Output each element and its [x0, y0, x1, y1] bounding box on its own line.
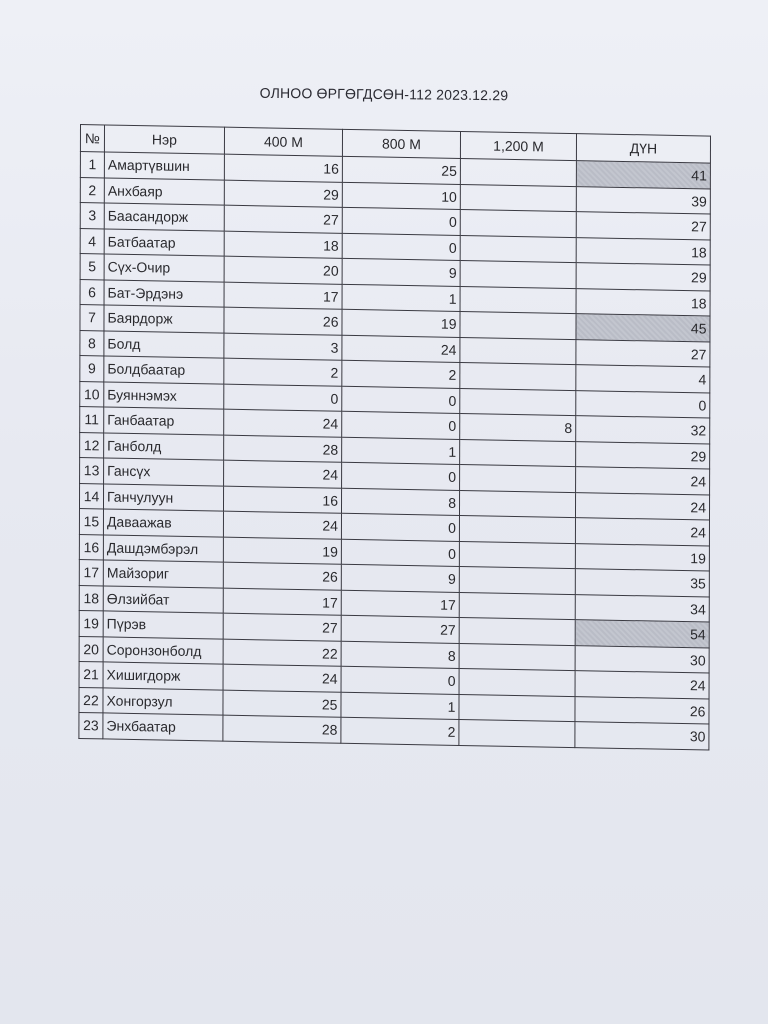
- row-name-cell: Болдбаатар: [104, 356, 224, 384]
- row-1200m-cell: [460, 439, 576, 467]
- row-400m-cell: 19: [223, 537, 341, 565]
- row-1200m-cell: [460, 260, 576, 288]
- results-table-wrapper: [78, 124, 710, 750]
- row-name-cell: Сүх-Очир: [104, 254, 224, 282]
- row-number-cell: 12: [80, 432, 104, 458]
- row-total-cell: 24: [575, 492, 709, 520]
- row-400m-cell: 29: [224, 180, 342, 208]
- row-400m-cell: 25: [223, 690, 341, 718]
- row-name-cell: Батбаатар: [104, 228, 224, 256]
- row-400m-cell: 22: [223, 639, 341, 667]
- row-number-cell: 1: [80, 152, 104, 178]
- table-body: [79, 152, 711, 750]
- row-400m-cell: 17: [223, 588, 341, 616]
- row-800m-cell: 9: [342, 258, 460, 286]
- row-name-cell: Ганболд: [104, 432, 224, 460]
- header-800m: 800 М: [342, 129, 460, 158]
- row-400m-cell: 26: [224, 307, 342, 335]
- row-total-cell: 32: [576, 416, 710, 444]
- row-800m-cell: 19: [342, 309, 460, 337]
- row-number-cell: 14: [79, 483, 103, 509]
- row-400m-cell: 24: [224, 460, 342, 488]
- row-name-cell: Бат-Эрдэнэ: [104, 279, 224, 307]
- row-1200m-cell: [460, 362, 576, 390]
- row-400m-cell: 16: [224, 154, 342, 182]
- header-total: ДҮН: [576, 134, 710, 163]
- row-400m-cell: 3: [224, 333, 342, 361]
- row-number-cell: 21: [79, 661, 103, 687]
- row-400m-cell: 20: [224, 256, 342, 284]
- row-number-cell: 2: [80, 177, 104, 203]
- row-800m-cell: 0: [341, 513, 459, 541]
- results-table: [78, 124, 711, 750]
- document-title: ОЛНОО ӨРГӨГДСӨН-112 2023.12.29: [259, 84, 509, 104]
- row-name-cell: Баярдорж: [104, 305, 224, 333]
- row-number-cell: 8: [80, 330, 104, 356]
- row-total-cell: 54: [575, 620, 709, 648]
- row-1200m-cell: [459, 592, 575, 620]
- row-800m-cell: 8: [341, 641, 459, 669]
- row-400m-cell: 16: [223, 486, 341, 514]
- row-total-cell: 4: [576, 365, 710, 393]
- row-number-cell: 7: [80, 305, 104, 331]
- row-total-cell: 0: [576, 390, 710, 418]
- row-1200m-cell: [459, 566, 575, 594]
- row-number-cell: 13: [80, 457, 104, 483]
- row-400m-cell: 24: [223, 511, 341, 539]
- row-1200m-cell: [460, 286, 576, 314]
- row-800m-cell: 1: [341, 692, 459, 720]
- row-800m-cell: 0: [341, 666, 459, 694]
- row-1200m-cell: [460, 337, 576, 365]
- row-400m-cell: 27: [223, 613, 341, 641]
- row-number-cell: 4: [80, 228, 104, 254]
- row-name-cell: Дашдэмбэрэл: [103, 534, 223, 562]
- row-total-cell: 39: [576, 186, 710, 214]
- row-1200m-cell: [459, 541, 575, 569]
- row-1200m-cell: [459, 643, 575, 671]
- row-number-cell: 9: [80, 355, 104, 381]
- header-number: №: [80, 125, 104, 152]
- row-total-cell: 41: [576, 161, 710, 189]
- row-number-cell: 19: [79, 610, 103, 636]
- row-number-cell: 20: [79, 636, 103, 662]
- row-800m-cell: 17: [341, 590, 459, 618]
- row-total-cell: 27: [576, 339, 710, 367]
- row-400m-cell: 0: [224, 384, 342, 412]
- row-name-cell: Даваажав: [103, 509, 223, 537]
- row-total-cell: 26: [575, 696, 709, 724]
- row-total-cell: 18: [576, 237, 710, 265]
- row-total-cell: 24: [575, 671, 709, 699]
- row-1200m-cell: [459, 694, 575, 722]
- row-800m-cell: 24: [342, 335, 460, 363]
- row-number-cell: 22: [79, 687, 103, 713]
- row-number-cell: 15: [79, 508, 103, 534]
- row-800m-cell: 1: [342, 437, 460, 465]
- row-800m-cell: 1: [342, 284, 460, 312]
- row-800m-cell: 0: [342, 411, 460, 439]
- row-1200m-cell: 8: [460, 413, 576, 441]
- row-800m-cell: 8: [341, 488, 459, 516]
- header-name: Нэр: [104, 125, 224, 154]
- row-name-cell: Ганбаатар: [104, 407, 224, 435]
- row-1200m-cell: [460, 388, 576, 416]
- row-400m-cell: 24: [224, 409, 342, 437]
- row-total-cell: 24: [576, 467, 710, 495]
- row-name-cell: Болд: [104, 330, 224, 358]
- row-total-cell: 35: [575, 569, 709, 597]
- row-number-cell: 11: [80, 406, 104, 432]
- row-800m-cell: 27: [341, 615, 459, 643]
- row-name-cell: Соронзонболд: [103, 636, 223, 664]
- row-total-cell: 18: [576, 288, 710, 316]
- row-400m-cell: 27: [224, 205, 342, 233]
- row-800m-cell: 9: [341, 564, 459, 592]
- row-1200m-cell: [459, 719, 575, 747]
- row-number-cell: 6: [80, 279, 104, 305]
- row-name-cell: Майзориг: [103, 560, 223, 588]
- row-number-cell: 17: [79, 559, 103, 585]
- row-400m-cell: 28: [224, 435, 342, 463]
- row-800m-cell: 0: [342, 386, 460, 414]
- row-name-cell: Гансүх: [104, 458, 224, 486]
- row-1200m-cell: [460, 209, 576, 237]
- row-total-cell: 29: [576, 441, 710, 469]
- row-800m-cell: 0: [342, 462, 460, 490]
- row-name-cell: Хонгорзул: [103, 687, 223, 715]
- row-number-cell: 23: [79, 712, 103, 738]
- row-800m-cell: 0: [341, 539, 459, 567]
- row-name-cell: Энхбаатар: [103, 713, 223, 741]
- row-400m-cell: 24: [223, 664, 341, 692]
- row-total-cell: 30: [575, 722, 709, 750]
- row-1200m-cell: [460, 158, 576, 186]
- header-1200m: 1,200 М: [460, 131, 576, 160]
- row-1200m-cell: [460, 464, 576, 492]
- row-total-cell: 19: [575, 543, 709, 571]
- row-number-cell: 10: [80, 381, 104, 407]
- row-name-cell: Ганчулуун: [103, 483, 223, 511]
- row-800m-cell: 2: [341, 717, 459, 745]
- row-1200m-cell: [459, 617, 575, 645]
- row-400m-cell: 18: [224, 231, 342, 259]
- row-name-cell: Пүрэв: [103, 611, 223, 639]
- row-total-cell: 29: [576, 263, 710, 291]
- row-number-cell: 18: [79, 585, 103, 611]
- row-800m-cell: 0: [342, 207, 460, 235]
- row-400m-cell: 26: [223, 562, 341, 590]
- row-total-cell: 27: [576, 212, 710, 240]
- row-1200m-cell: [459, 668, 575, 696]
- row-800m-cell: 25: [342, 156, 460, 184]
- row-400m-cell: 17: [224, 282, 342, 310]
- row-name-cell: Анхбаяр: [104, 177, 224, 205]
- row-total-cell: 24: [575, 518, 709, 546]
- row-name-cell: Өлзийбат: [103, 585, 223, 613]
- row-number-cell: 3: [80, 203, 104, 229]
- row-800m-cell: 0: [342, 233, 460, 261]
- row-800m-cell: 2: [342, 360, 460, 388]
- row-name-cell: Хишигдорж: [103, 662, 223, 690]
- row-1200m-cell: [459, 515, 575, 543]
- row-total-cell: 45: [576, 314, 710, 342]
- row-name-cell: Баасандорж: [104, 203, 224, 231]
- row-1200m-cell: [459, 490, 575, 518]
- row-1200m-cell: [460, 235, 576, 263]
- row-total-cell: 30: [575, 645, 709, 673]
- row-name-cell: Буяннэмэх: [104, 381, 224, 409]
- row-1200m-cell: [460, 184, 576, 212]
- row-800m-cell: 10: [342, 182, 460, 210]
- row-name-cell: Амартүвшин: [104, 152, 224, 180]
- row-total-cell: 34: [575, 594, 709, 622]
- row-number-cell: 16: [79, 534, 103, 560]
- header-400m: 400 М: [224, 127, 342, 156]
- row-400m-cell: 28: [223, 715, 341, 743]
- row-1200m-cell: [460, 311, 576, 339]
- row-400m-cell: 2: [224, 358, 342, 386]
- row-number-cell: 5: [80, 254, 104, 280]
